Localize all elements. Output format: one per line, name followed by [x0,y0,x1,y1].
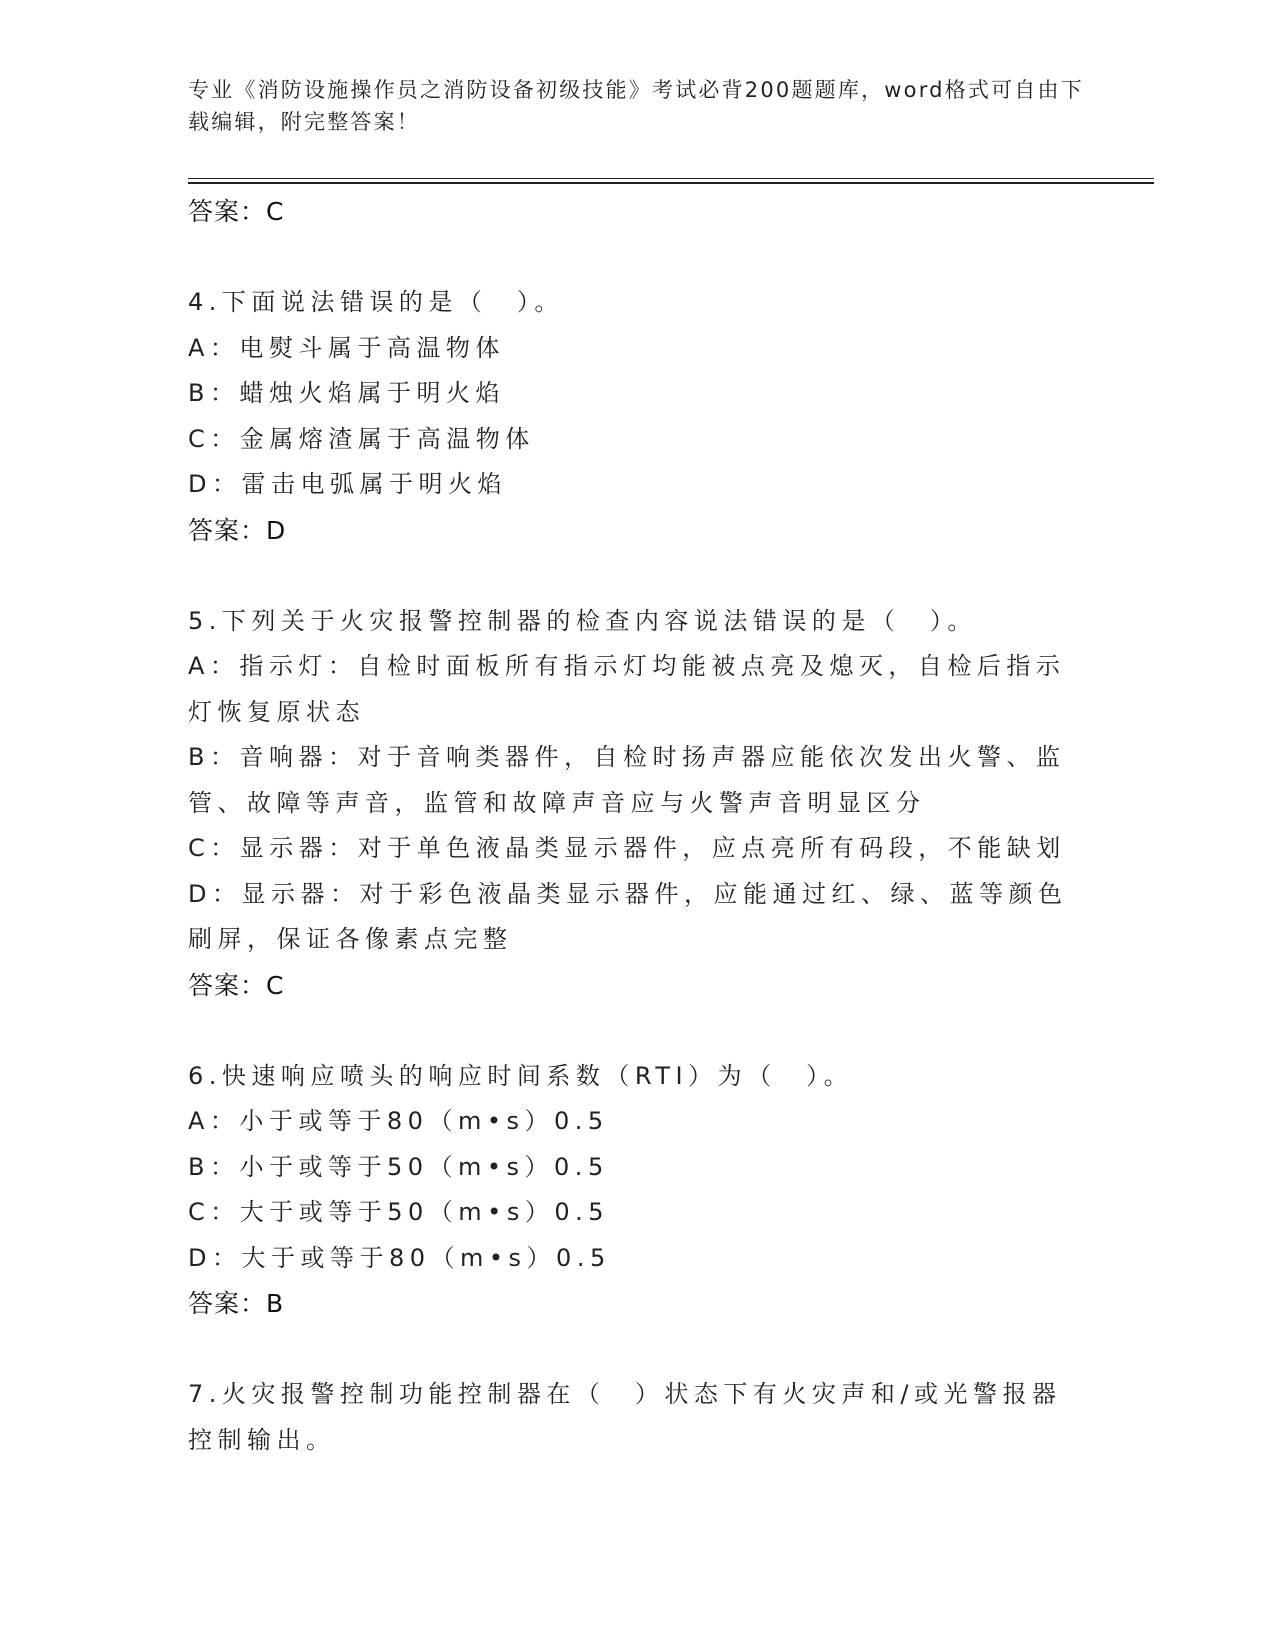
option-d: D：显示器：对于彩色液晶类显示器件，应能通过红、绿、蓝等颜色刷屏，保证各像素点完整 [188,879,1068,953]
question-stem: 6.快速响应喷头的响应时间系数（RTI）为（ ）。 [188,1061,854,1090]
option-c: C：金属熔渣属于高温物体 [188,424,535,453]
option-c: C：大于或等于50（m•s）0.5 [188,1198,610,1226]
option-a: A：电熨斗属于高温物体 [188,333,505,362]
header-rule-thin [188,178,1154,179]
option-a: A：指示灯：自检时面板所有指示灯均能被点亮及熄灭，自检后指示灯恢复原状态 [188,652,1066,726]
question-block [188,599,1088,1009]
option-c: C：显示器：对于单色液晶类显示器件，应点亮所有码段，不能缺划 [188,834,1066,862]
option-b: B：小于或等于50（m•s）0.5 [188,1152,609,1181]
spacer [188,235,1088,281]
question-block [188,1372,1088,1463]
option-b: B：音响器：对于音响类器件，自检时扬声器应能依次发出火警、监管、故障等声音，监管和故障声音应与火警声音明显区分 [188,743,1066,817]
option-d: D：大于或等于80（m•s）0.5 [188,1243,611,1272]
question-block [188,1054,1088,1327]
question-block [188,280,1088,553]
answer-line: 答案：C [188,970,285,1000]
question-stem: 5.下列关于火灾报警控制器的检查内容说法错误的是（ ）。 [188,606,977,635]
spacer [188,1008,1088,1054]
spacer [188,553,1088,599]
option-d: D：雷击电弧属于明火焰 [188,470,507,498]
question-content [188,189,1088,1463]
answer-line: 答案：D [188,515,287,545]
answer-line: 答案：B [188,1289,285,1318]
answer-line: 答案：C [188,197,285,226]
document-header: 专业《消防设施操作员之消防设备初级技能》考试必背200题题库，word格式可自由下载编辑，附完整答案！ [188,78,1084,134]
question-stem: 4.下面说法错误的是（ ）。 [188,288,564,316]
option-b: B：蜡烛火焰属于明火焰 [188,379,505,407]
header-rule-thick [188,182,1154,184]
question-stem: 7.火灾报警控制功能控制器在（ ）状态下有火灾声和/或光警报器控制输出。 [188,1380,1062,1454]
option-a: A：小于或等于80（m•s）0.5 [188,1107,609,1135]
spacer [188,1327,1088,1373]
